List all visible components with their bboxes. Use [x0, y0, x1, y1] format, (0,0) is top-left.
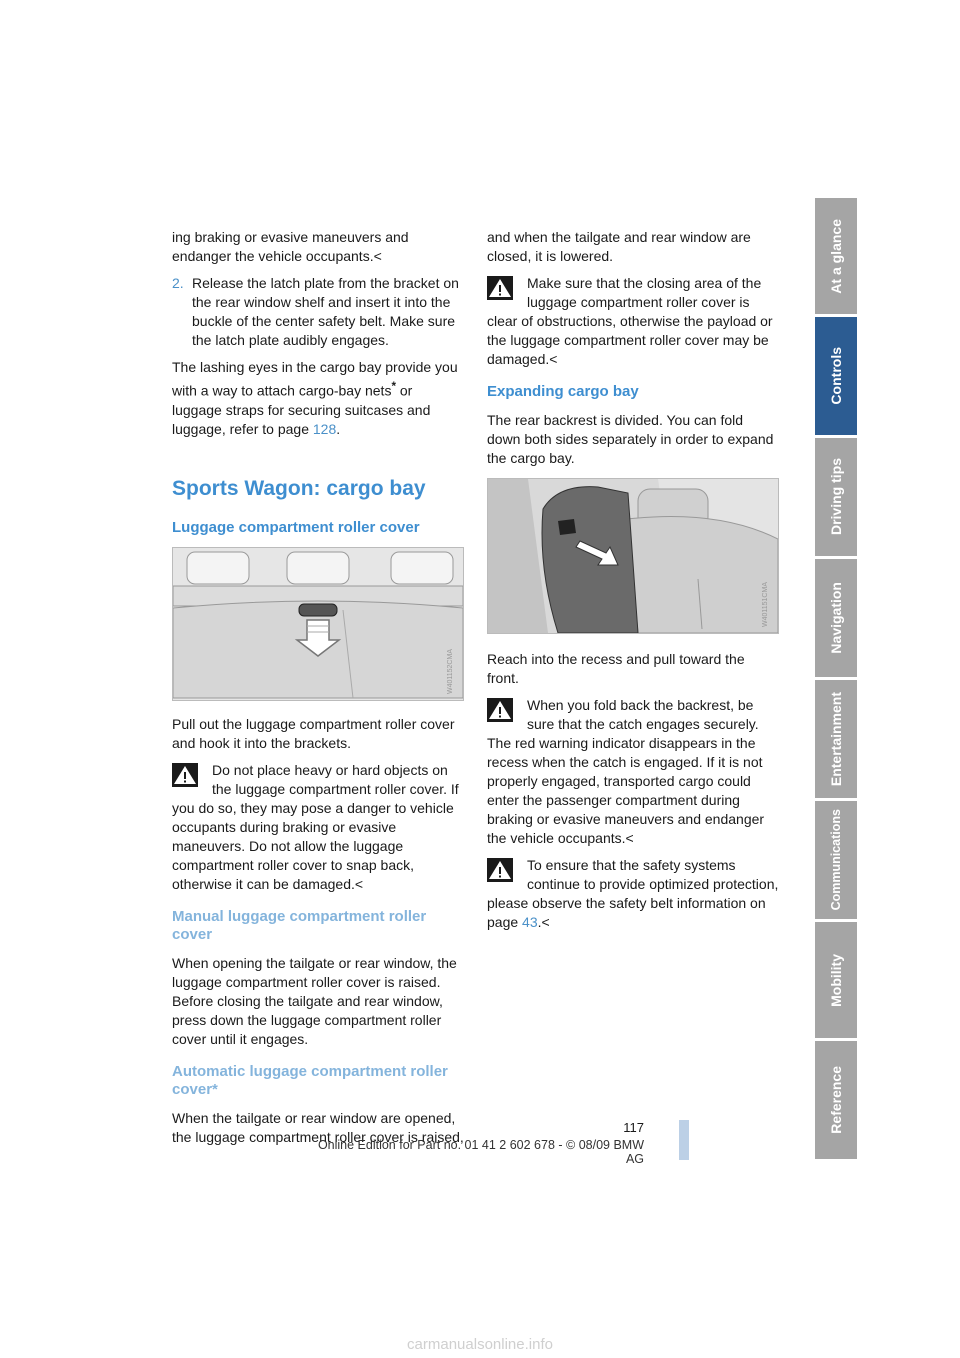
- expanding-paragraph: The rear backrest is divided. You can fold down both sides separately in order to expand the cargo bay.: [487, 412, 774, 466]
- manual-paragraph: When opening the tailgate or rear window, the luggage compartment roller cover is raised. Before closing the tailgate and rear window, press down the luggage compartment roller cover until it engages.: [172, 954, 457, 1047]
- step-2: [172, 274, 464, 350]
- tab-label: At a glance: [828, 218, 844, 294]
- step-number: 2.: [172, 275, 184, 291]
- subheading-automatic: Automatic luggage compartment roller cover*: [172, 1062, 448, 1098]
- pull-out-paragraph: Pull out the luggage compartment roller cover and hook it into the brackets.: [172, 715, 455, 751]
- tab-label: Driving tips: [828, 458, 844, 536]
- continuation-paragraph: and when the tailgate and rear window are closed, it is lowered.: [487, 229, 751, 264]
- tab-label: Reference: [828, 1066, 844, 1134]
- figure-code: W401151CMA: [762, 581, 769, 627]
- warning-closing-area: [487, 274, 779, 369]
- warning-icon: [172, 763, 198, 787]
- page-link-128[interactable]: 128: [312, 420, 337, 437]
- lashing-paragraph: [172, 358, 464, 439]
- tab-controls[interactable]: [815, 317, 857, 435]
- automatic-paragraph: When the tailgate or rear window are opened, the luggage compartment roller cover is raised,: [172, 1109, 464, 1145]
- lashing-text-2: or luggage straps for securing suitcases and luggage, refer to page: [172, 382, 431, 437]
- warning-text: Do not place heavy or hard objects on the luggage compartment roller cover. If you do so, they may pose a danger to vehicle occupants during braking or evasive maneuvers. Do not allow the luggage compartment roller cover to snap back, otherwise it can be damaged.<: [172, 761, 459, 892]
- tab-entertainment[interactable]: [815, 680, 857, 798]
- tab-label: Entertainment: [828, 691, 844, 787]
- backrest-figure: [487, 478, 779, 634]
- warning-text: To ensure that the safety systems continue to provide optimized protection, please observe the safety belt information on page: [487, 857, 779, 930]
- footer-bar: [679, 1120, 689, 1160]
- page-number: 117: [623, 1120, 644, 1135]
- warning-heavy-objects: [172, 761, 464, 894]
- roller-cover-figure: [172, 547, 464, 701]
- page-link-43[interactable]: 43: [522, 914, 538, 930]
- watermark: carmanualsonline.info: [407, 1336, 553, 1353]
- tab-label: Mobility: [828, 953, 844, 1007]
- footer-edition: Online Edition for Part no. 01 41 2 602 678 - © 08/09 BMW AG: [317, 1138, 644, 1166]
- backrest-illustration: [488, 479, 778, 633]
- subheading-expanding: Expanding cargo bay: [487, 383, 639, 400]
- tab-label: Communications: [829, 809, 843, 911]
- warning-safety-systems: [487, 856, 779, 932]
- tab-navigation[interactable]: [815, 559, 857, 677]
- lashing-text: The lashing eyes in the cargo bay provide you with a way to attach cargo-bay nets: [172, 359, 458, 399]
- figure-code: W401152CMA: [447, 648, 454, 694]
- subheading-manual: Manual luggage compartment roller cover: [172, 907, 427, 943]
- lashing-end: .: [336, 420, 341, 437]
- tab-label: Controls: [828, 347, 844, 405]
- intro-paragraph: ing braking or evasive maneuvers and endanger the vehicle occupants.<: [172, 229, 409, 264]
- reach-paragraph: Reach into the recess and pull toward the front.: [487, 651, 745, 686]
- tab-reference[interactable]: [815, 1041, 857, 1159]
- tab-driving-tips[interactable]: [815, 438, 857, 556]
- tab-mobility[interactable]: [815, 922, 857, 1038]
- warning-end: .<: [537, 914, 550, 930]
- tab-communications[interactable]: [815, 801, 857, 919]
- warning-icon: [487, 276, 513, 300]
- subheading-roller-cover: Luggage compartment roller cover: [172, 518, 420, 536]
- warning-text: When you fold back the backrest, be sure that the catch engages securely. The red warning indicator disappears in the recess when the catch is engaged. If it is not properly engaged, transported cargo could enter the passenger compartment during braking or evasive maneuvers and endanger the vehicle occupants.<: [487, 697, 765, 846]
- warning-icon: [487, 698, 513, 722]
- warning-icon: [487, 858, 513, 882]
- roller-cover-illustration: [173, 548, 463, 700]
- warning-catch: [487, 696, 779, 848]
- warning-text: Make sure that the closing area of the luggage compartment roller cover is clear of obstructions, otherwise the payload or the luggage compartment roller cover may be damaged.<: [487, 275, 773, 367]
- right-column: [487, 228, 779, 940]
- left-column: [172, 228, 464, 1155]
- step-text: Release the latch plate from the bracket on the rear window shelf and insert it into the buckle of the center safety belt. Make sure the latch plate audibly engages.: [192, 275, 459, 348]
- section-title: Sports Wagon: cargo bay: [172, 476, 426, 500]
- optional-equipment-star: *: [391, 380, 396, 393]
- tab-at-a-glance[interactable]: [815, 198, 857, 314]
- tab-label: Navigation: [828, 582, 844, 654]
